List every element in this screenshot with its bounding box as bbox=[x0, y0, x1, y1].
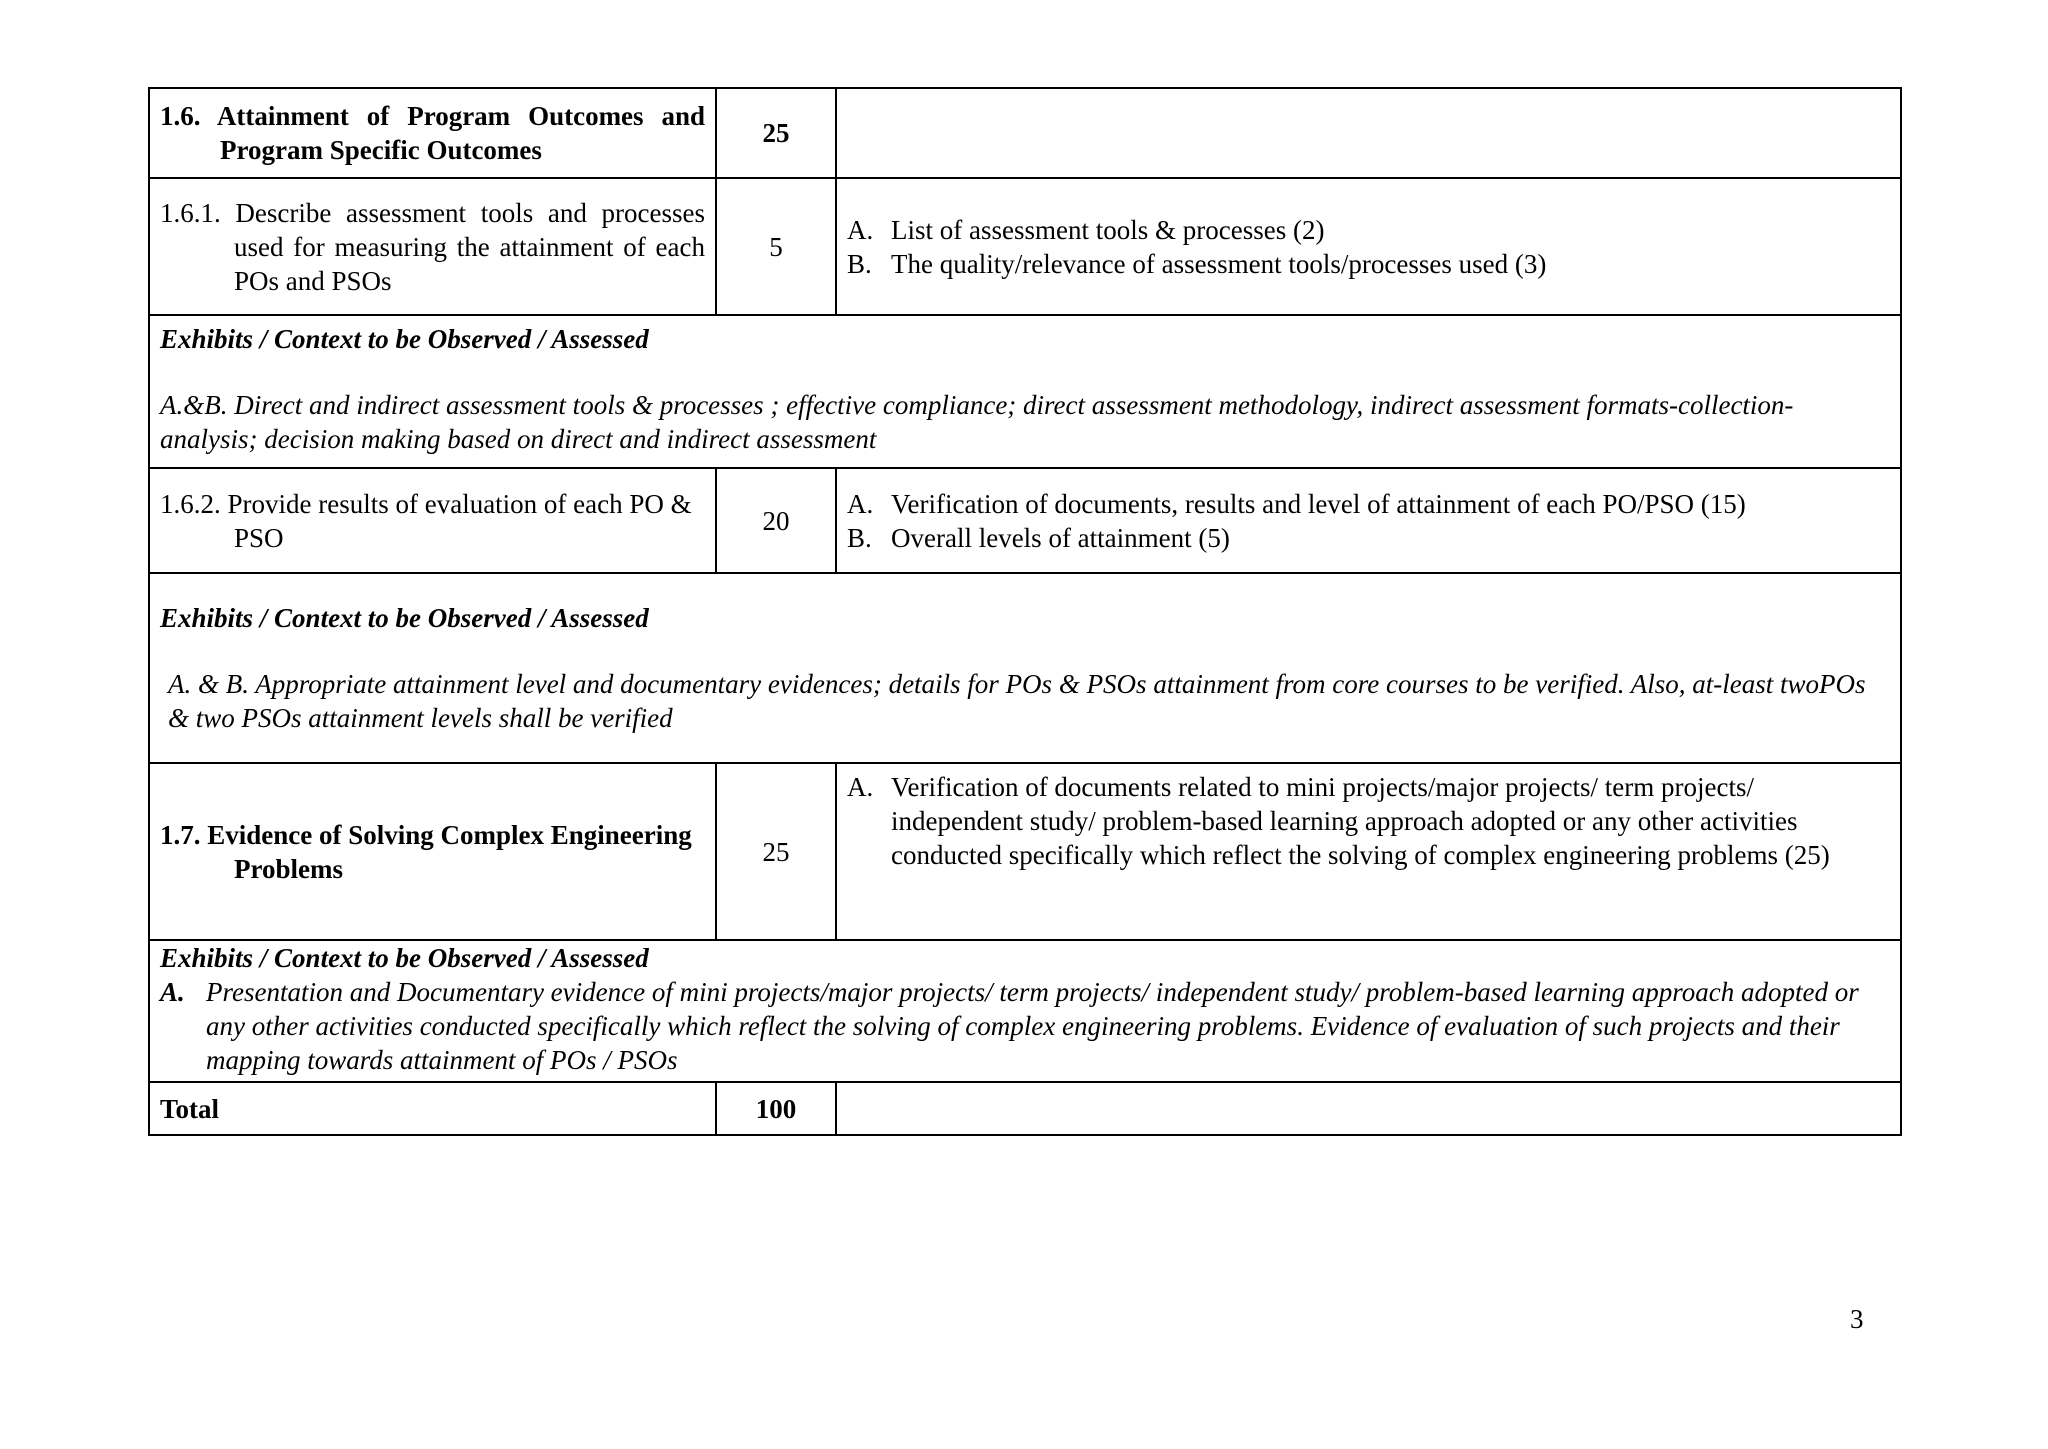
exhibits-body: A. & B. Appropriate attainment level and documentary evidences; details for POs & PSOs attainment from core courses to be verified. Also, at-least twoPOs & two PSOs attainment levels shall be verified bbox=[168, 669, 1866, 733]
exhibits-body: A.&B. Direct and indirect assessment tools & processes ; effective compliance; direct assessment methodology, indirect assessment formats-collection-analysis; decision making based on direct and indirect assessment bbox=[160, 390, 1794, 454]
criterion-label: A. bbox=[847, 488, 874, 519]
criterion-label: B. bbox=[847, 248, 872, 279]
exhibits-1-6-1 bbox=[149, 315, 1901, 468]
total-criteria bbox=[836, 1082, 1901, 1135]
row-1-7-title bbox=[149, 763, 716, 940]
row-1-6-title-text: 1.6. Attainment of Program Outcomes and Program Specific Outcomes bbox=[160, 101, 705, 165]
assessment-table bbox=[148, 87, 1902, 1136]
exhibits-label: A. bbox=[160, 977, 185, 1007]
criterion-text: Verification of documents, results and level of attainment of each PO/PSO (15) bbox=[891, 488, 1746, 519]
criteria-list bbox=[847, 213, 1890, 281]
criterion-text: Verification of documents related to mini projects/major projects/ term projects/ independent study/ problem-based learning approach adopted or any other activities conducted specifically which reflect the solving of complex engineering problems (25) bbox=[891, 772, 1830, 870]
row-1-6 bbox=[149, 88, 1901, 178]
criterion-item bbox=[847, 487, 1890, 521]
row-1-6-2-marks: 20 bbox=[716, 468, 836, 573]
total-marks: 100 bbox=[716, 1082, 836, 1135]
exhibits-1-7 bbox=[149, 940, 1901, 1082]
criteria-list bbox=[847, 487, 1890, 555]
criterion-label: A. bbox=[847, 214, 874, 245]
exhibits-heading: Exhibits / Context to be Observed / Assessed bbox=[160, 324, 649, 354]
exhibits-1-6-2 bbox=[149, 573, 1901, 763]
exhibits-heading: Exhibits / Context to be Observed / Assessed bbox=[160, 943, 649, 973]
criterion-text: Overall levels of attainment (5) bbox=[891, 522, 1230, 553]
exhibits-item bbox=[160, 975, 1890, 1077]
row-1-7-marks: 25 bbox=[716, 763, 836, 940]
criterion-item bbox=[847, 247, 1890, 281]
row-1-6-marks: 25 bbox=[716, 88, 836, 178]
row-1-6-criteria bbox=[836, 88, 1901, 178]
criterion-item bbox=[847, 770, 1890, 872]
criterion-item bbox=[847, 213, 1890, 247]
criterion-text: The quality/relevance of assessment tools/processes used (3) bbox=[891, 248, 1547, 279]
row-1-6-1-criteria bbox=[836, 178, 1901, 315]
exhibits-heading: Exhibits / Context to be Observed / Assessed bbox=[160, 603, 649, 633]
row-1-7-title-text: 1.7. Evidence of Solving Complex Engineering Problems bbox=[160, 819, 692, 884]
row-1-6-title bbox=[149, 88, 716, 178]
row-1-6-2-criteria bbox=[836, 468, 1901, 573]
page-number: 3 bbox=[1850, 1304, 1864, 1334]
criterion-label: B. bbox=[847, 522, 872, 553]
row-exhibits-1-7 bbox=[149, 940, 1901, 1082]
exhibits-body: Presentation and Documentary evidence of mini projects/major projects/ term projects/ independent study/ problem-based learning approach adopted or any other activities conducted specifically which reflect the solving of complex engineering problems. Evidence of evaluation of such projects and their mapping towards attainment of POs / PSOs bbox=[206, 977, 1859, 1075]
row-1-6-2-title-text: 1.6.2. Provide results of evaluation of each PO & PSO bbox=[160, 488, 692, 553]
row-exhibits-1-6-1 bbox=[149, 315, 1901, 468]
row-1-6-1-marks: 5 bbox=[716, 178, 836, 315]
row-1-7 bbox=[149, 763, 1901, 940]
row-1-6-1-title bbox=[149, 178, 716, 315]
criterion-label: A. bbox=[847, 772, 874, 802]
row-total bbox=[149, 1082, 1901, 1135]
row-exhibits-1-6-2 bbox=[149, 573, 1901, 763]
row-1-6-2-title bbox=[149, 468, 716, 573]
row-1-7-criteria bbox=[836, 763, 1901, 940]
criterion-item bbox=[847, 521, 1890, 555]
row-1-6-1-title-text: 1.6.1. Describe assessment tools and processes used for measuring the attainment of each POs and PSOs bbox=[160, 197, 705, 296]
row-1-6-2 bbox=[149, 468, 1901, 573]
criterion-text: List of assessment tools & processes (2) bbox=[891, 214, 1325, 245]
total-label: Total bbox=[149, 1082, 716, 1135]
row-1-6-1 bbox=[149, 178, 1901, 315]
criteria-list bbox=[847, 770, 1890, 872]
